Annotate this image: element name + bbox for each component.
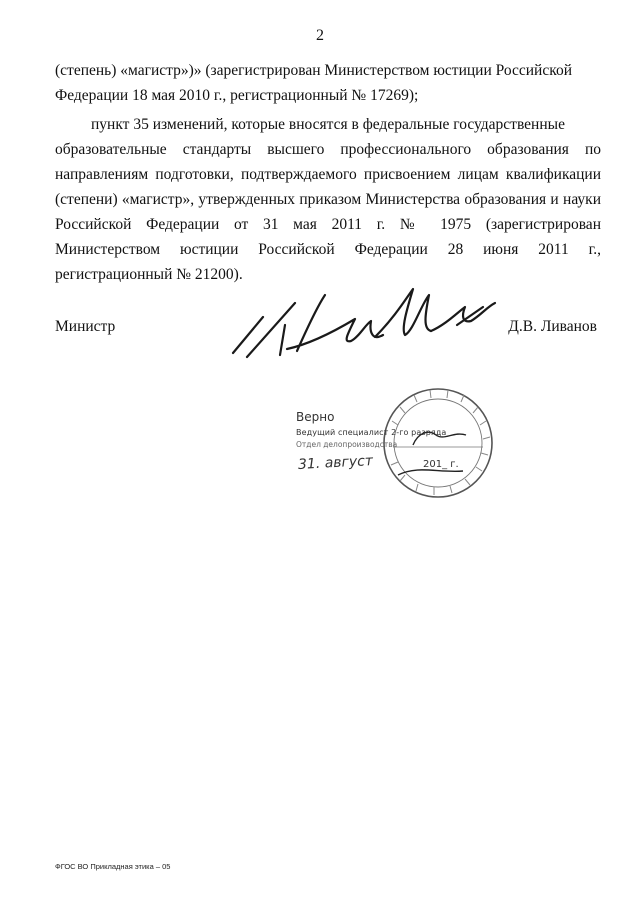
document-footer: ФГОС ВО Прикладная этика – 05 [55,862,171,871]
handwritten-signature [225,285,505,360]
paragraph-1-line-1: (степень) «магистр»)» (зарегистрирован Министерством юстиции Российской [55,62,573,79]
stamp-handwritten-date: 31. авгуcт [297,453,374,473]
stamp-department: Отдел делопроизводства [296,440,398,449]
stamp-verno: Верно [296,410,335,424]
page-number: 2 [316,27,324,44]
signatory-position: Министр [55,318,116,335]
stamp-role: Ведущий специалист 2-го разряда [296,428,447,437]
signatory-name: Д.В. Ливанов [508,318,597,335]
paragraph-2 [55,112,601,287]
paragraph-1-line-2: Федерации 18 мая 2010 г., регистрационный № 17269); [55,87,419,104]
stamp-year: 201_ г. [423,459,459,470]
paragraph-2-body: образовательные стандарты высшего профессионального образования по направлениям подготовки, подтверждаемого присвоением лицам квалификации (степени) «магистр», утвержденных приказом Министерства образования и науки Российской Федерации от 31 мая 2011 г. № 1975 (зарегистрирован Министерством юстиции Российской Федерации 28 июня 2011 г., регистрационный № 21200). [55,141,601,283]
paragraph-1 [55,58,601,108]
certification-stamp [288,385,498,505]
paragraph-2-line-1: пункт 35 изменений, которые вносятся в федеральные государственные [91,116,565,133]
